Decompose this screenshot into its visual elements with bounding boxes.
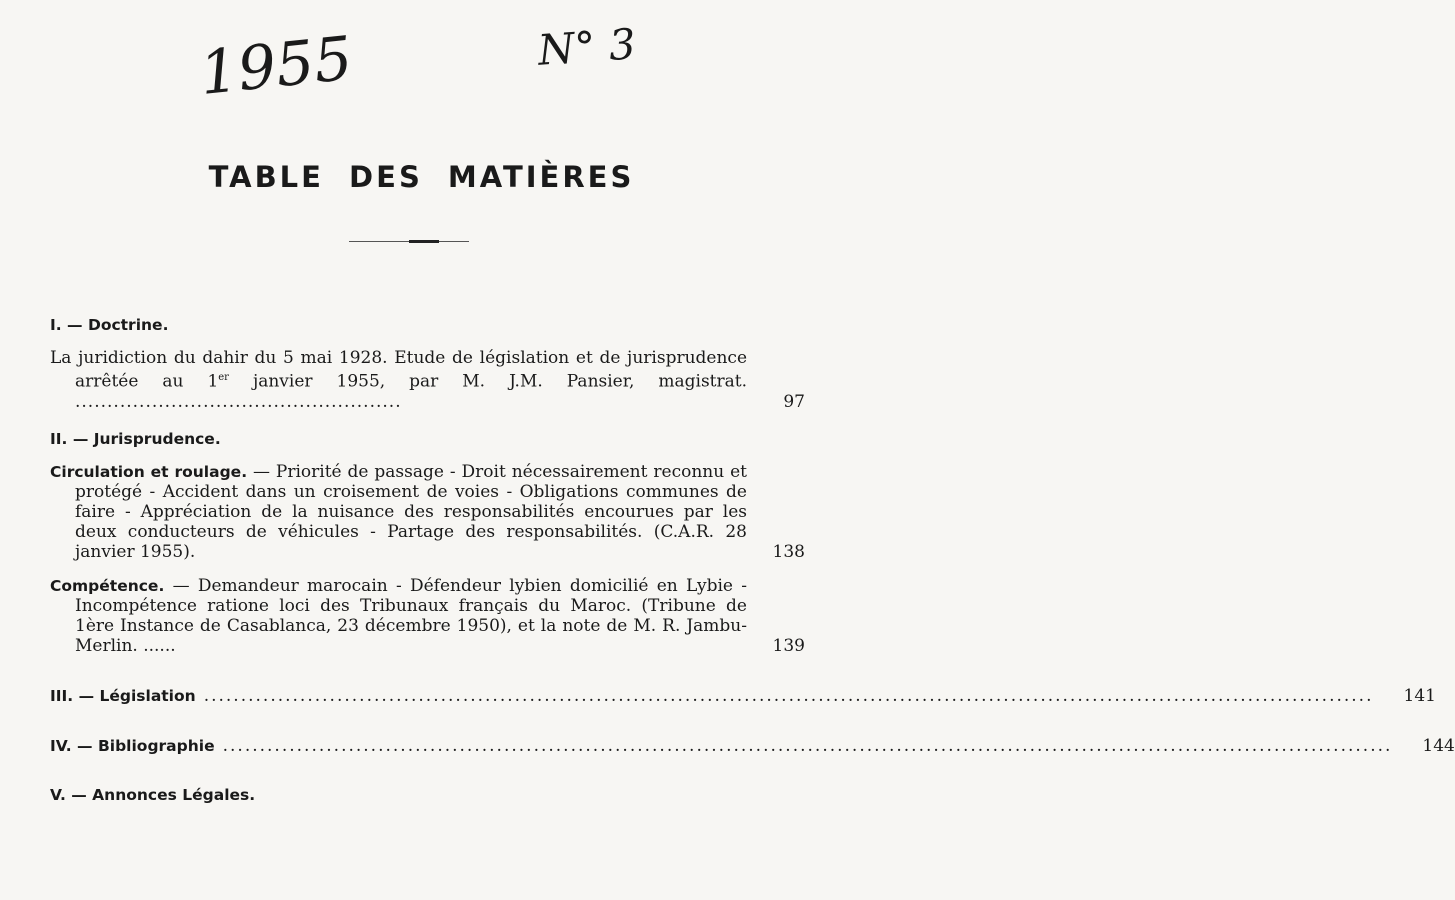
dot-leader: .............................................................................................................................................................. xyxy=(222,735,1393,756)
section-heading-bibliographie: IV. — Bibliographie xyxy=(50,736,215,755)
dot-leader: ................................................... xyxy=(75,391,402,412)
toc-entry-competence xyxy=(50,576,805,656)
entry-text: — Demandeur marocain - Défendeur lybien domicilié en Lybie - Incompétence ratione loci des Tribunaux français du Maroc. (Tribune de 1ère Instance de Casablanca, 23 décembre 1950), et la note de M. R. Jambu-Merlin. ...... xyxy=(75,575,747,656)
toc-entry-bibliographie xyxy=(50,735,1455,756)
entry-superscript: er xyxy=(218,372,229,383)
handwritten-annotation xyxy=(0,0,843,120)
entry-keyword: Circulation et roulage. xyxy=(50,462,248,481)
page-number: 141 xyxy=(1403,685,1436,706)
toc-entry-circulation xyxy=(50,462,805,562)
section-heading-jurisprudence: II. — Jurisprudence. xyxy=(50,429,221,448)
page-title: TABLE DES MATIÈRES xyxy=(208,160,635,194)
entry-text: — Priorité de passage - Droit nécessairement reconnu et protégé - Accident dans un croisement de voies - Obligations communes de faire - Appréciation de la nuisance des responsabilités encourues par les deux conducteurs de véhicules - Partage des responsabilités. (C.A.R. 28 janvier 1955). xyxy=(75,461,747,562)
handwritten-year: 1955 xyxy=(196,23,356,110)
toc-entry-legislation xyxy=(50,685,1436,706)
entry-text-continued: janvier 1955, par M. J.M. Pansier, magistrat. xyxy=(228,371,748,392)
section-heading-legislation: III. — Législation xyxy=(50,686,196,705)
handwritten-number: N° 3 xyxy=(536,19,638,75)
page-number: 138 xyxy=(772,541,805,562)
section-heading-doctrine: I. — Doctrine. xyxy=(50,316,169,334)
table-of-contents xyxy=(50,316,1455,818)
page-number: 139 xyxy=(772,635,805,656)
page-number: 97 xyxy=(783,391,805,412)
title-divider xyxy=(349,240,469,243)
entry-keyword: Compétence. xyxy=(50,576,165,595)
toc-entry-doctrine xyxy=(50,348,805,412)
dot-leader: .............................................................................................................................................................. xyxy=(203,685,1374,706)
page-number: 144 xyxy=(1422,735,1455,756)
entry-text: La juridiction du dahir du 5 mai 1928. Etude de législation et de jurisprudence arrêtée au 1 xyxy=(50,348,747,392)
section-heading-annonces: V. — Annonces Légales. xyxy=(50,785,256,804)
